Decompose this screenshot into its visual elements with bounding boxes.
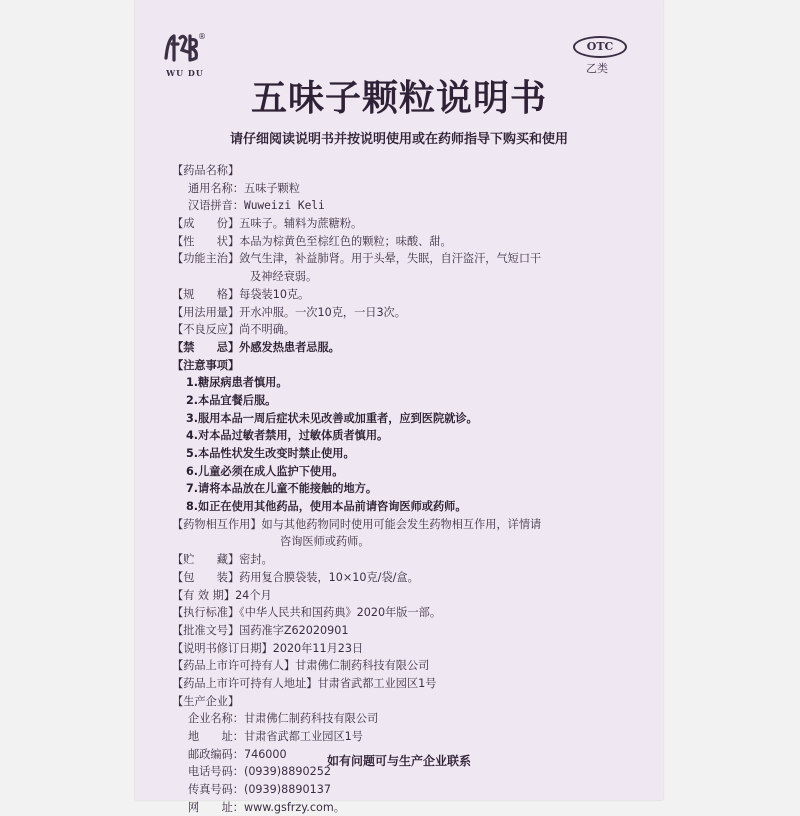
storage-label: 【贮 藏】 xyxy=(172,553,240,567)
fax-label: 传真号码： xyxy=(188,783,244,797)
precaution-item xyxy=(172,410,642,428)
standard-label: 【执行标准】 xyxy=(172,606,240,620)
precaution-text: 6.儿童必须在成人监护下使用。 xyxy=(186,464,344,478)
ingredients-label: 【成 份】 xyxy=(172,217,240,231)
website-label: 网 址： xyxy=(188,800,244,814)
precaution-item xyxy=(172,498,642,516)
interaction-value-line1: 如与其他药物同时使用可能会发生药物相互作用，详情请 xyxy=(261,517,542,531)
adverse-label: 【不良反应】 xyxy=(172,323,240,337)
common-name-row xyxy=(172,180,642,198)
precaution-item xyxy=(172,480,642,498)
standard-row xyxy=(172,604,642,622)
validity-label: 【有 效 期】 xyxy=(172,588,236,602)
manufacturer-label: 【生产企业】 xyxy=(172,694,240,708)
ingredients-row xyxy=(172,215,642,233)
contra-label: 【禁 忌】 xyxy=(172,340,240,354)
precaution-item xyxy=(172,427,642,445)
holder-value: 甘肃佛仁制药科技有限公司 xyxy=(295,659,430,673)
address-row xyxy=(172,728,642,746)
standard-value: 《中华人民共和国药典》2020年版一部。 xyxy=(239,606,442,620)
common-name-value: 五味子颗粒 xyxy=(243,181,300,195)
validity-value: 24个月 xyxy=(235,588,272,602)
postcode-label: 邮政编码： xyxy=(188,747,244,761)
pinyin-label: 汉语拼音： xyxy=(188,199,244,213)
holder-address-value: 甘肃省武都工业园区1号 xyxy=(317,676,437,690)
adverse-row xyxy=(172,321,642,339)
precaution-item xyxy=(172,445,642,463)
precaution-text: 8.如正在使用其他药品，使用本品前请咨询医师或药师。 xyxy=(186,500,467,514)
holder-label: 【药品上市许可持有人】 xyxy=(172,659,296,673)
character-label: 【性 状】 xyxy=(172,234,240,248)
precaution-text: 4.对本品过敏者禁用，过敏体质者慎用。 xyxy=(186,429,389,443)
interaction-row xyxy=(172,516,642,534)
fax-row xyxy=(172,781,642,799)
pinyin-row xyxy=(172,197,642,215)
website-row xyxy=(172,799,642,816)
usage-row xyxy=(172,304,642,322)
usage-label: 【用法用量】 xyxy=(172,305,240,319)
drug-name-row xyxy=(172,162,642,180)
precaution-text: 5.本品性状发生改变时禁止使用。 xyxy=(186,447,355,460)
approval-value: 国药准字Z62020901 xyxy=(239,623,349,637)
precaution-text: 7.请将本品放在儿童不能接触的地方。 xyxy=(186,482,378,496)
character-row xyxy=(172,233,642,251)
storage-row xyxy=(172,551,642,569)
manufacturer-row xyxy=(172,693,642,711)
drug-name-label: 【药品名称】 xyxy=(172,164,240,177)
package-row xyxy=(172,569,642,587)
otc-class: 乙类 xyxy=(586,62,608,75)
common-name-label: 通用名称： xyxy=(188,181,244,195)
storage-value: 密封。 xyxy=(239,553,273,567)
website-value: www.gsfrzy.com。 xyxy=(243,800,345,814)
pinyin-value: Wuweizi Keli xyxy=(243,199,325,213)
validity-row xyxy=(172,587,642,605)
revision-value: 2020年11月23日 xyxy=(272,641,364,655)
interaction-label: 【药物相互作用】 xyxy=(172,517,262,531)
company-value: 甘肃佛仁制药科技有限公司 xyxy=(243,712,379,726)
company-row xyxy=(172,710,642,728)
logo-text: WU DU xyxy=(166,68,204,78)
precautions-row xyxy=(172,357,642,375)
precaution-text: 2.本品宜餐后服。 xyxy=(186,393,277,407)
page-subtitle: 请仔细阅读说明书并按说明使用或在药师指导下购买和使用 xyxy=(229,132,568,147)
precaution-text: 3.服用本品一周后症状未见改善或加重者，应到医院就诊。 xyxy=(186,411,478,425)
spec-row xyxy=(172,286,642,304)
ingredients-value: 五味子。辅料为蔗糖粉。 xyxy=(239,217,363,231)
function-row-cont xyxy=(172,268,642,286)
precaution-text: 1.糖尿病患者慎用。 xyxy=(186,376,288,390)
holder-row xyxy=(172,657,642,675)
approval-row xyxy=(172,622,642,640)
address-value: 甘肃省武都工业园区1号 xyxy=(243,730,363,743)
package-value: 药用复合膜袋装，10×10克/袋/盒。 xyxy=(239,570,419,584)
function-value-line2: 及神经衰弱。 xyxy=(250,270,318,284)
page-title: 五味子颗粒说明书 xyxy=(250,78,547,119)
function-row xyxy=(172,250,642,268)
company-label: 企业名称： xyxy=(188,712,244,726)
contra-value: 外感发热患者忌服。 xyxy=(239,340,340,354)
precaution-item xyxy=(172,374,642,392)
postcode-value: 746000 xyxy=(243,747,287,761)
contra-row xyxy=(172,339,642,357)
interaction-row-cont xyxy=(172,533,642,551)
revision-label: 【说明书修订日期】 xyxy=(172,641,273,655)
spec-label: 【规 格】 xyxy=(172,287,240,301)
leaflet-body xyxy=(172,162,642,816)
usage-value: 开水冲服。一次10克，一日3次。 xyxy=(239,305,406,319)
holder-address-label: 【药品上市许可持有人地址】 xyxy=(172,676,318,690)
precaution-item xyxy=(172,392,642,410)
fax-value: (0939)8890137 xyxy=(243,783,331,797)
adverse-value: 尚不明确。 xyxy=(239,323,296,337)
revision-row xyxy=(172,640,642,658)
function-label: 【功能主治】 xyxy=(172,252,240,266)
precaution-item xyxy=(172,463,642,481)
package-label: 【包 装】 xyxy=(172,570,240,584)
character-value: 本品为棕黄色至棕红色的颗粒；味酸、甜。 xyxy=(239,234,452,248)
holder-address-row xyxy=(172,675,642,693)
phone-value: (0939)8890252 xyxy=(243,765,331,779)
interaction-value-line2: 咨询医师或药师。 xyxy=(280,535,370,549)
registered-mark: ® xyxy=(198,32,206,41)
address-label: 地 址： xyxy=(188,730,244,743)
precautions-label: 【注意事项】 xyxy=(172,358,240,372)
phone-label: 电话号码： xyxy=(188,765,244,779)
approval-label: 【批准文号】 xyxy=(172,623,240,637)
wudu-logo-icon xyxy=(162,30,200,64)
footer-contact-note: 如有问题可与生产企业联系 xyxy=(326,754,471,768)
spec-value: 每袋装10克。 xyxy=(239,287,310,301)
function-value-line1: 敛气生津，补益肺肾。用于头晕，失眠，自汗盗汗，气短口干 xyxy=(239,252,542,266)
otc-badge: OTC xyxy=(573,36,627,58)
